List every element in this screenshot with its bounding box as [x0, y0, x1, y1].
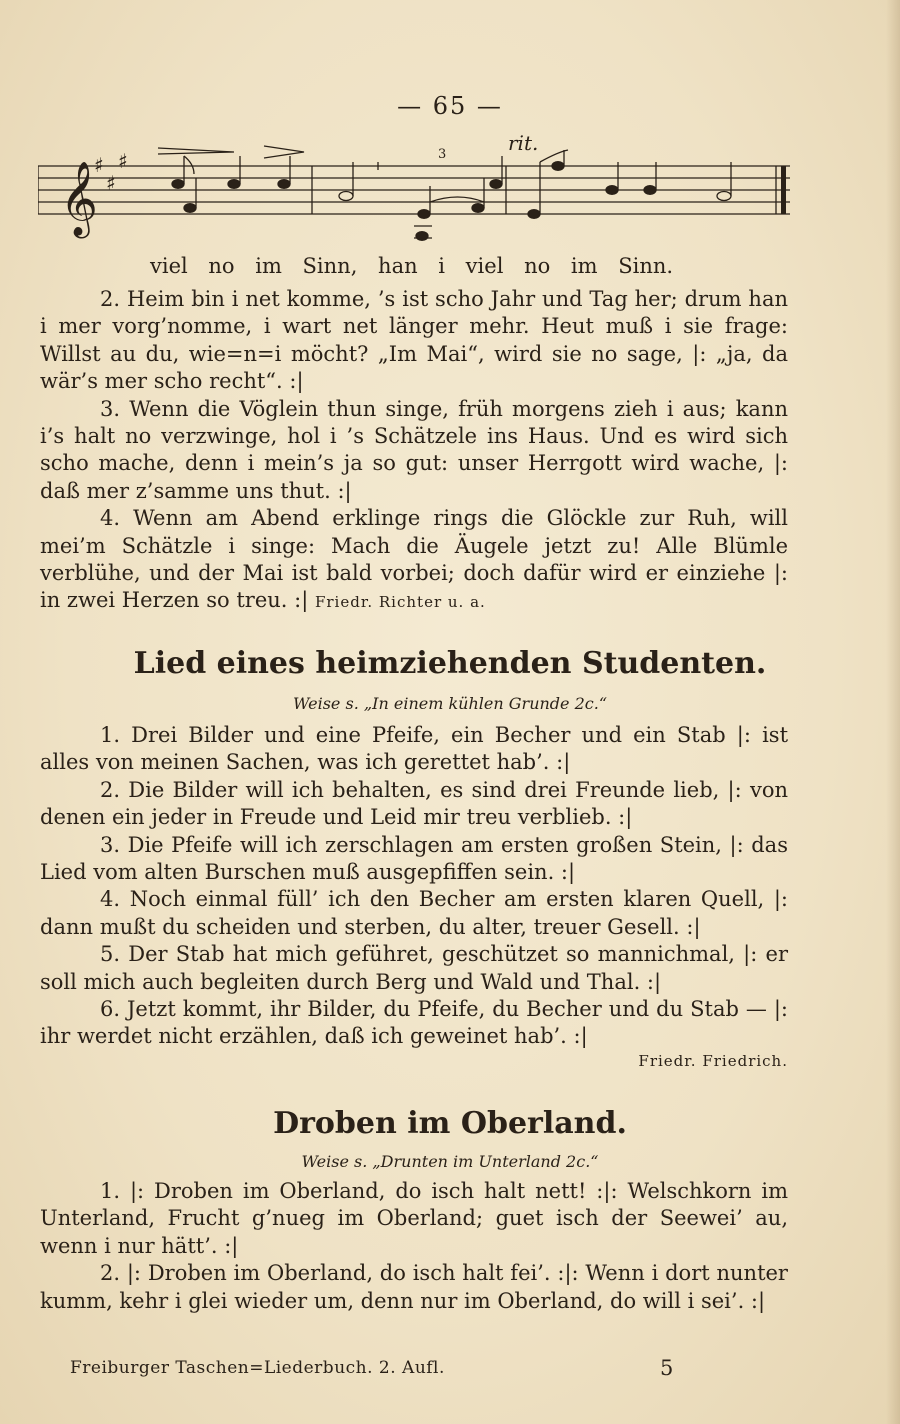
signature-number: 5: [660, 1356, 674, 1380]
song1-stanzas: [40, 286, 788, 617]
treble-clef-icon: 𝄞: [60, 162, 98, 236]
stanza: 1. Drei Bilder und eine Pfeife, ein Becher und ein Stab |: ist alles von meinen Sachen, was ich gerettet hab’. :|: [40, 723, 789, 775]
tune-reference: Weise s. „Drunten im Unterland 2c.“: [301, 1152, 599, 1171]
svg-text:♯: ♯: [106, 171, 116, 195]
stanza: 2. |: Droben im Oberland, do isch halt fei’. :|: Wenn i dort nunter kumm, kehr i glei wieder um, denn nur im Oberland, do will i sei’. :|: [40, 1261, 788, 1313]
author-credit: Friedr. Friedrich.: [638, 1051, 788, 1070]
song-title: Lied eines heimziehenden Studenten.: [133, 646, 767, 681]
music-staff: [38, 132, 790, 252]
song2-stanzas: [40, 722, 788, 1071]
song-title: Droben im Oberland.: [273, 1106, 627, 1141]
song3-stanzas: [40, 1178, 788, 1315]
stanza: 4. Wenn am Abend erklinge rings die Glöckle zur Ruh, will mei’m Schätzle i singe: Mach die Äugele jetzt zu! Alle Blümle verblühe, und der Mai ist bald vorbei; doch dafür wird er einziehe |: in zwei Herzen so treu. :| Friedr. Richter u. a.: [40, 506, 788, 613]
stanza: 2. Die Bilder will ich behalten, es sind drei Freunde lieb, |: von denen ein jeder in Freude und Leid mir treu verblieb. :|: [40, 777, 788, 830]
stanza: 4. Noch einmal füll’ ich den Becher am ersten klaren Quell, |: dann mußt du scheiden und sterben, du alter, treuer Gesell. :|: [40, 887, 788, 939]
svg-text:♯: ♯: [118, 149, 128, 173]
stanza: 5. Der Stab hat mich geführet, geschützet so mannichmal, |: er soll mich auch begleiten durch Berg und Wald und Thal. :|: [40, 942, 788, 994]
key-signature-icon: [94, 149, 128, 195]
stanza: 3. Wenn die Vöglein thun singe, früh morgens zieh i aus; kann i’s halt no verzwinge, hol i ’s Schätzele ins Haus. Und es wird sich scho mache, denn i mein’s ja so gut: unser Herrgott wird wache, |: daß mer z’samme uns thut. :|: [40, 396, 788, 503]
stanza: 2. Heim bin i net komme, ’s ist scho Jahr und Tag her; drum han i mer vorg’nomme, i wart net länger mehr. Heut muß i sie frage: Willst au du, wie=n=i möcht? „Im Mai“, wird sie no sage, |: „ja, da wär’s mer scho recht“. :|: [40, 287, 789, 394]
footer-book-title: Freiburger Taschen=Liederbuch. 2. Aufl.: [70, 1358, 445, 1378]
author-credit: Friedr. Richter u. a.: [314, 593, 486, 612]
page-number: — 65 —: [397, 92, 503, 120]
stanza: 1. |: Droben im Oberland, do isch halt nett! :|: Welschkorn im Unterland, Frucht g’nueg im Oberland; guet isch der Seewei’ au, wenn i nur hätt’. :|: [40, 1179, 788, 1258]
stanza: 3. Die Pfeife will ich zerschlagen am ersten großen Stein, |: das Lied vom alten Burschen muß ausgepfiffen sein. :|: [40, 832, 788, 885]
triplet-mark: 3: [438, 147, 447, 162]
tune-reference: Weise s. „In einem kühlen Grunde 2c.“: [292, 694, 607, 713]
svg-text:♯: ♯: [94, 153, 104, 177]
stanza: 6. Jetzt kommt, ihr Bilder, du Pfeife, du Becher und du Stab — |: ihr werdet nicht erzählen, daß ich geweinet hab’. :|: [40, 997, 788, 1049]
lyric-line: viel no im Sinn, han i viel no im Sinn.: [150, 254, 674, 278]
tempo-marking: rit.: [508, 132, 539, 155]
